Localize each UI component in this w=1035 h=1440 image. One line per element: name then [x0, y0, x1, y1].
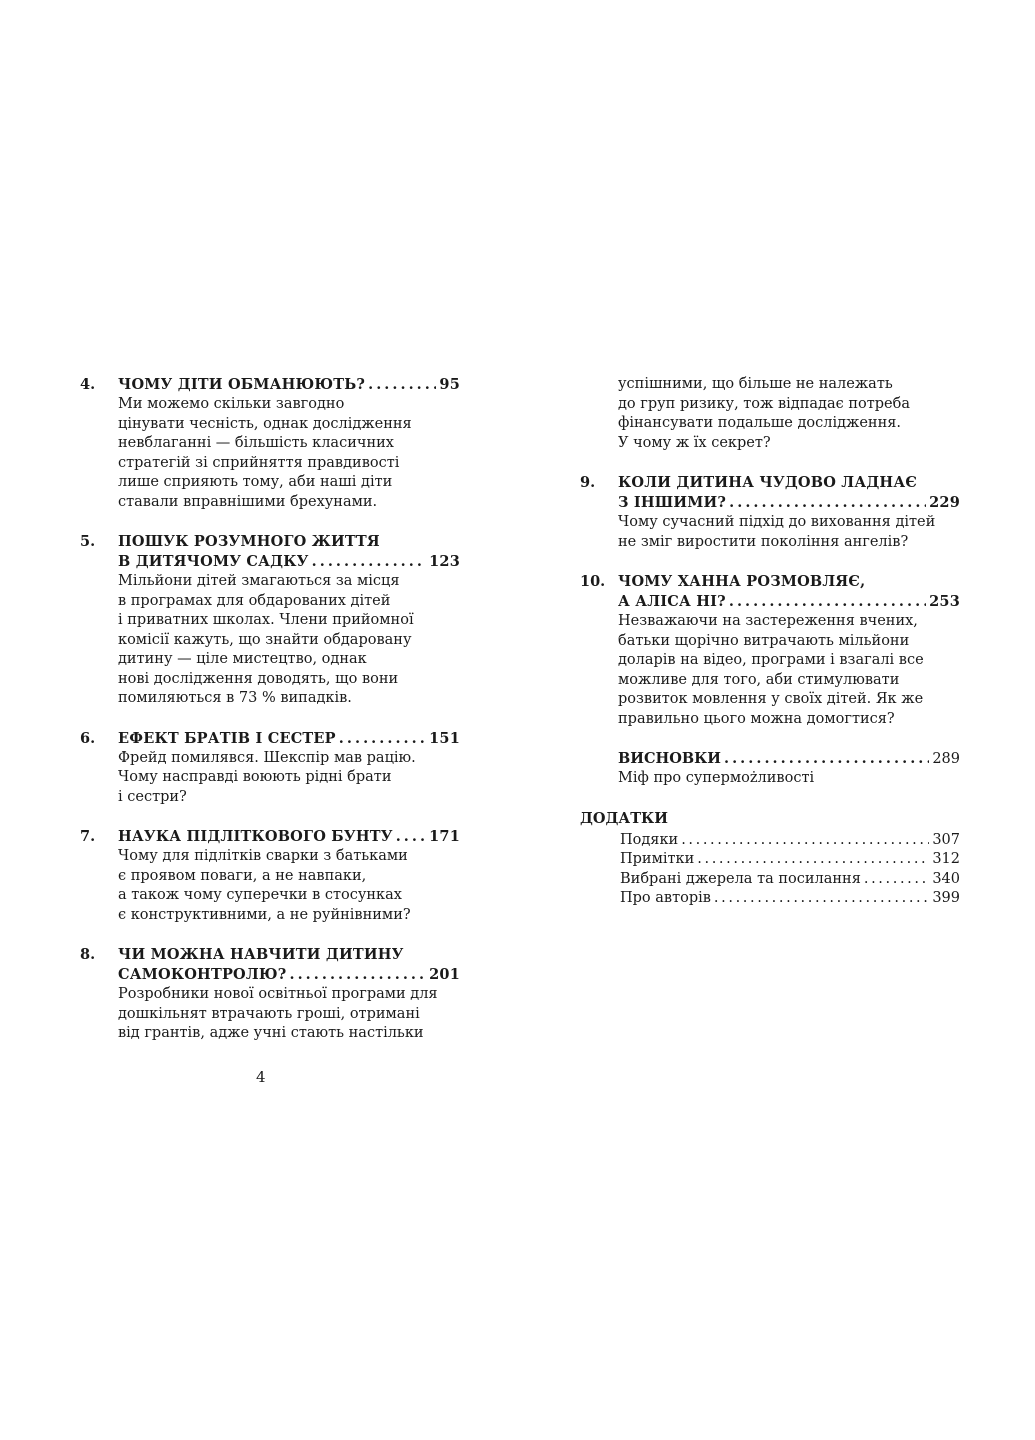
- description-line: Чому насправді воюють рідні брати: [118, 769, 392, 785]
- chapter-description: [618, 612, 960, 729]
- chapter-title-text: НАУКА ПІДЛІТКОВОГО БУНТУ: [118, 828, 393, 845]
- description-line: в програмах для обдарованих дітей: [118, 592, 391, 609]
- description-line: нові дослідження доводять, що вони: [118, 670, 399, 687]
- page-number: 307: [932, 831, 960, 848]
- chapter-title-line: ЧОМУ ХАННА РОЗМОВЛЯЄ,: [618, 573, 866, 590]
- chapter-title: [118, 552, 460, 572]
- toc-entry-conclusions: [580, 749, 960, 789]
- toc-entry-4: [80, 375, 460, 512]
- description-line: і приватних школах. Члени прийомної: [118, 612, 414, 628]
- description-line: можливе для того, аби стимулювати: [618, 671, 900, 688]
- description-line: невблаганні — більшість класичних: [118, 435, 394, 451]
- page-number: 399: [932, 890, 960, 906]
- chapter-description: [118, 985, 460, 1044]
- dot-leader: [697, 850, 929, 870]
- description-line: Мільйони дітей змагаються за місця: [118, 573, 400, 589]
- chapter-number: 7.: [80, 828, 96, 845]
- chapter-title-text: В ДИТЯЧОМУ САДКУ: [118, 553, 309, 570]
- chapter-number: 4.: [80, 376, 96, 393]
- chapter-title-text: САМОКОНТРОЛЮ?: [118, 966, 287, 983]
- description-line: не зміг виростити покоління ангелів?: [618, 533, 909, 550]
- description-line: Чому сучасний підхід до виховання дітей: [618, 514, 936, 530]
- chapter-title: [118, 375, 460, 395]
- description-line: У чому ж їх секрет?: [618, 434, 771, 451]
- conclusions-title: [618, 749, 960, 769]
- page-number: 151: [429, 729, 460, 747]
- appendix-item: [620, 870, 960, 890]
- description-line: ставали вправнішими брехунами.: [118, 493, 378, 510]
- toc-right-column: [580, 375, 960, 909]
- appendices-heading: ДОДАТКИ: [580, 809, 668, 827]
- description-line: Розробники нової освітньої програми для: [118, 986, 438, 1002]
- chapter-title-text: ЧОМУ ДІТИ ОБМАНЮЮТЬ?: [118, 376, 366, 393]
- chapter-number: 6.: [80, 729, 96, 747]
- description-line: дитину — ціле мистецтво, однак: [118, 651, 367, 667]
- dot-leader: [729, 592, 926, 612]
- chapter-title: [118, 729, 460, 749]
- dot-leader: [729, 493, 926, 513]
- appendix-item: [620, 850, 960, 870]
- chapter-title: [118, 965, 460, 985]
- description-line: до груп ризику, тож відпадає потреба: [618, 395, 910, 412]
- description-line: є проявом поваги, а не навпаки,: [118, 867, 367, 884]
- toc-entry-5: [80, 532, 460, 709]
- page-number: 171: [429, 828, 460, 845]
- chapter-title-text: ЕФЕКТ БРАТІВ І СЕСТЕР: [118, 729, 336, 747]
- page-number: 340: [932, 870, 960, 887]
- chapter-title-line: КОЛИ ДИТИНА ЧУДОВО ЛАДНАЄ: [618, 474, 918, 491]
- chapter-title-line: ПОШУК РОЗУМНОГО ЖИТТЯ: [118, 533, 380, 550]
- dot-leader: [864, 870, 929, 890]
- dot-leader: [289, 965, 426, 985]
- chapter-description: [118, 572, 460, 709]
- page-number: 312: [932, 851, 960, 867]
- description-line: помиляються в 73 % випадків.: [118, 690, 352, 706]
- page-folio: 4: [256, 1068, 266, 1086]
- description-line: Ми можемо скільки завгодно: [118, 396, 345, 412]
- page-number: 229: [929, 494, 960, 511]
- description-line: фінансувати подальше дослідження.: [618, 415, 902, 431]
- chapter-title: [118, 827, 460, 847]
- toc-entry-7: [80, 827, 460, 925]
- dot-leader: [681, 831, 929, 851]
- description-line: дошкільнят втрачають гроші, отримані: [118, 1005, 420, 1022]
- chapter-8-continuation: [580, 375, 960, 453]
- description-line: доларів на відео, програми і взагалі все: [618, 652, 924, 668]
- page-number: 289: [932, 751, 960, 767]
- description-line: Чому для підлітків сварки з батьками: [118, 848, 408, 864]
- chapter-title: [618, 592, 960, 612]
- page-number: 201: [429, 966, 460, 983]
- page-number: 95: [439, 376, 460, 393]
- description-line: комісії кажуть, що знайти обдаровану: [118, 631, 412, 648]
- description-line: є конструктивними, а не руйнівними?: [118, 906, 411, 923]
- chapter-title: [618, 493, 960, 513]
- toc-entry-6: [80, 729, 460, 808]
- chapter-number: 8.: [80, 946, 96, 963]
- page-number: 253: [929, 593, 960, 610]
- dot-leader: [368, 375, 436, 395]
- toc-left-column: [80, 375, 460, 1064]
- chapter-title-text: З ІНШИМИ?: [618, 494, 727, 511]
- dot-leader: [312, 552, 427, 572]
- dot-leader: [396, 827, 426, 847]
- dot-leader: [724, 749, 929, 769]
- toc-entry-9: [580, 473, 960, 552]
- toc-entry-10: [580, 572, 960, 729]
- appendix-item: [620, 889, 960, 909]
- chapter-description: [618, 513, 960, 552]
- chapter-description: [118, 847, 460, 925]
- chapter-number: 10.: [580, 573, 606, 590]
- conclusions-description: Міф про супермożливості: [618, 770, 815, 786]
- description-line: лише сприяють тому, аби наші діти: [118, 474, 393, 490]
- description-line: Фрейд помилявся. Шекспір мав рацію.: [118, 749, 416, 766]
- chapter-description: [118, 395, 460, 512]
- description-line: Незважаючи на застереження вчених,: [618, 613, 918, 629]
- description-line: цінувати чесність, однак дослідження: [118, 415, 412, 432]
- page-number: 123: [429, 553, 460, 570]
- appendix-item: [620, 831, 960, 851]
- chapter-title-line: ЧИ МОЖНА НАВЧИТИ ДИТИНУ: [118, 946, 404, 963]
- chapter-description: [118, 749, 460, 808]
- description-line: від грантів, адже учні стають настільки: [118, 1025, 424, 1041]
- conclusions-title-text: ВИСНОВКИ: [618, 750, 721, 767]
- chapter-number: 9.: [580, 474, 596, 491]
- dot-leader: [714, 889, 929, 909]
- chapter-title-text: А АЛІСА НІ?: [618, 593, 726, 610]
- description-line: розвиток мовлення у своїх дітей. Як же: [618, 691, 924, 707]
- description-line: а також чому суперечки в стосунках: [118, 887, 402, 903]
- description-line: стратегій зі сприйняття правдивості: [118, 454, 400, 471]
- appendix-label: Вибрані джерела та посилання: [620, 870, 861, 887]
- appendix-label: Про авторів: [620, 890, 711, 906]
- dot-leader: [339, 729, 426, 749]
- toc-entry-8: [80, 945, 460, 1044]
- description-line: і сестри?: [118, 788, 187, 805]
- appendices-section: [580, 809, 960, 909]
- description-line: успішними, що більше не належать: [618, 376, 893, 392]
- appendix-label: Примітки: [620, 851, 695, 867]
- chapter-number: 5.: [80, 533, 96, 550]
- appendices-list: [580, 831, 960, 909]
- appendix-label: Подяки: [620, 831, 679, 848]
- description-line: правильно цього можна домогтися?: [618, 710, 895, 727]
- description-line: батьки щорічно витрачають мільйони: [618, 632, 910, 649]
